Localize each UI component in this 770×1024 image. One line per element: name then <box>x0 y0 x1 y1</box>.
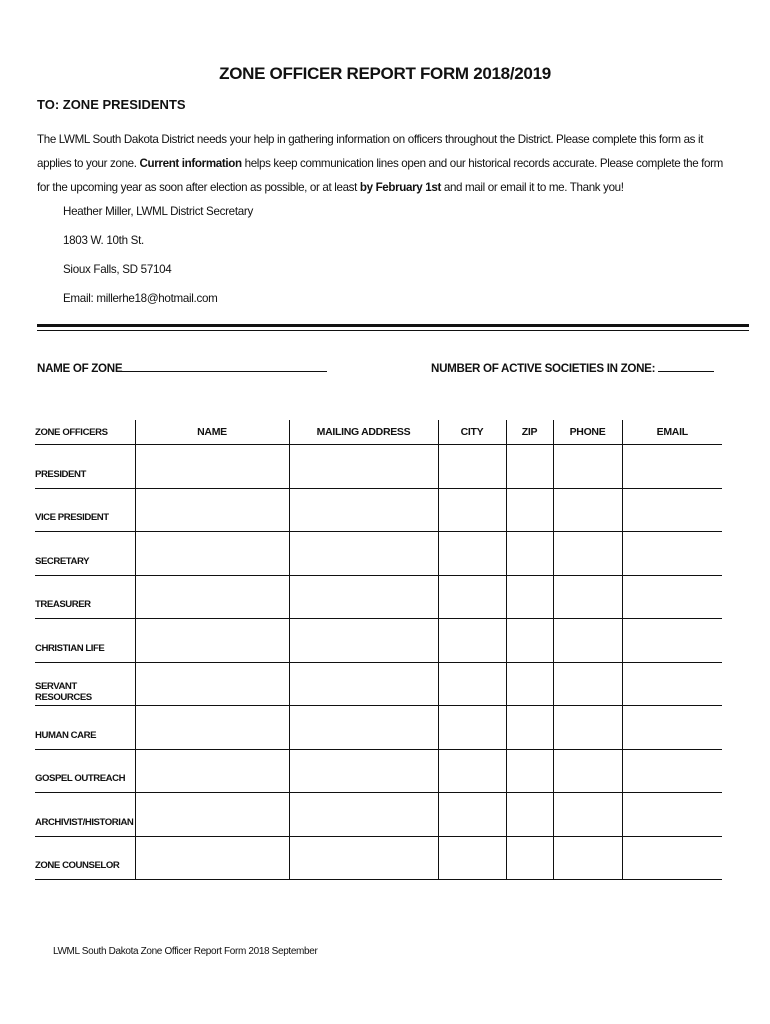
table-row <box>35 532 722 576</box>
secretary-name: Heather Miller, LWML District Secretary <box>63 205 253 218</box>
email-cell[interactable] <box>622 575 722 619</box>
table-row <box>35 445 722 489</box>
city-cell[interactable] <box>438 488 506 532</box>
header-name: NAME <box>135 420 289 445</box>
divider-thick <box>37 324 749 327</box>
mailing-address-cell[interactable] <box>289 445 438 489</box>
mailing-address-cell[interactable] <box>289 532 438 576</box>
intro-text-1: The LWML South Dakota District needs your help in gathering information on officers throughout the District. Please complete this form as it applies to your zone. <box>37 133 704 170</box>
officer-role-label: ARCHIVIST/HISTORIAN <box>35 793 135 837</box>
zip-cell[interactable] <box>506 575 553 619</box>
zone-name-label: NAME OF ZONE <box>37 362 123 375</box>
phone-cell[interactable] <box>553 706 622 750</box>
email-cell[interactable] <box>622 836 722 880</box>
mailing-address-cell[interactable] <box>289 793 438 837</box>
header-zone-officers: ZONE OFFICERS <box>35 420 135 445</box>
mailing-address-cell[interactable] <box>289 706 438 750</box>
name-cell[interactable] <box>135 445 289 489</box>
header-mailing-address: MAILING ADDRESS <box>289 420 438 445</box>
city-cell[interactable] <box>438 749 506 793</box>
form-title: ZONE OFFICER REPORT FORM 2018/2019 <box>219 64 551 83</box>
name-cell[interactable] <box>135 706 289 750</box>
email-cell[interactable] <box>622 445 722 489</box>
zip-cell[interactable] <box>506 488 553 532</box>
officer-role-label: VICE PRESIDENT <box>35 488 135 532</box>
name-cell[interactable] <box>135 575 289 619</box>
table-row <box>35 749 722 793</box>
divider-thin <box>37 330 749 331</box>
city-cell[interactable] <box>438 445 506 489</box>
city-cell[interactable] <box>438 662 506 706</box>
phone-cell[interactable] <box>553 445 622 489</box>
secretary-city: Sioux Falls, SD 57104 <box>63 263 172 276</box>
zip-cell[interactable] <box>506 532 553 576</box>
zone-name-blank[interactable] <box>122 361 327 372</box>
name-cell[interactable] <box>135 793 289 837</box>
city-cell[interactable] <box>438 793 506 837</box>
phone-cell[interactable] <box>553 619 622 663</box>
phone-cell[interactable] <box>553 662 622 706</box>
table-row <box>35 836 722 880</box>
officer-role-label: HUMAN CARE <box>35 706 135 750</box>
city-cell[interactable] <box>438 836 506 880</box>
zip-cell[interactable] <box>506 749 553 793</box>
name-cell[interactable] <box>135 749 289 793</box>
mailing-address-cell[interactable] <box>289 575 438 619</box>
email-cell[interactable] <box>622 488 722 532</box>
zip-cell[interactable] <box>506 445 553 489</box>
mailing-address-cell[interactable] <box>289 662 438 706</box>
officer-role-label: CHRISTIAN LIFE <box>35 619 135 663</box>
table-row <box>35 662 722 706</box>
table-row <box>35 793 722 837</box>
mailing-address-cell[interactable] <box>289 749 438 793</box>
phone-cell[interactable] <box>553 749 622 793</box>
intro-bold-1: Current information <box>139 157 242 170</box>
to-line: TO: ZONE PRESIDENTS <box>37 97 186 112</box>
table-header-row <box>35 420 722 445</box>
table-row <box>35 575 722 619</box>
name-cell[interactable] <box>135 619 289 663</box>
officer-role-label: PRESIDENT <box>35 445 135 489</box>
officers-table <box>35 420 722 880</box>
active-societies-field[interactable] <box>431 361 714 375</box>
phone-cell[interactable] <box>553 836 622 880</box>
zip-cell[interactable] <box>506 836 553 880</box>
officer-role-label: SECRETARY <box>35 532 135 576</box>
name-cell[interactable] <box>135 488 289 532</box>
city-cell[interactable] <box>438 619 506 663</box>
phone-cell[interactable] <box>553 532 622 576</box>
header-zip: ZIP <box>506 420 553 445</box>
table-row <box>35 619 722 663</box>
zone-name-field[interactable] <box>37 361 327 375</box>
intro-text-3: and mail or email it to me. Thank you! <box>440 181 624 194</box>
mailing-address-cell[interactable] <box>289 619 438 663</box>
active-societies-blank[interactable] <box>658 361 714 372</box>
zip-cell[interactable] <box>506 706 553 750</box>
email-cell[interactable] <box>622 619 722 663</box>
zip-cell[interactable] <box>506 793 553 837</box>
officer-role-label: TREASURER <box>35 575 135 619</box>
email-cell[interactable] <box>622 749 722 793</box>
city-cell[interactable] <box>438 532 506 576</box>
active-societies-label: NUMBER OF ACTIVE SOCIETIES IN ZONE: <box>431 362 656 375</box>
name-cell[interactable] <box>135 662 289 706</box>
email-cell[interactable] <box>622 706 722 750</box>
secretary-address <box>63 200 253 316</box>
email-cell[interactable] <box>622 532 722 576</box>
city-cell[interactable] <box>438 706 506 750</box>
phone-cell[interactable] <box>553 793 622 837</box>
header-phone: PHONE <box>553 420 622 445</box>
city-cell[interactable] <box>438 575 506 619</box>
officer-role-label: ZONE COUNSELOR <box>35 836 135 880</box>
zip-cell[interactable] <box>506 662 553 706</box>
name-cell[interactable] <box>135 836 289 880</box>
header-city: CITY <box>438 420 506 445</box>
phone-cell[interactable] <box>553 488 622 532</box>
mailing-address-cell[interactable] <box>289 488 438 532</box>
email-cell[interactable] <box>622 793 722 837</box>
footer-note: LWML South Dakota Zone Officer Report Form 2018 September <box>53 946 318 957</box>
table-row <box>35 488 722 532</box>
mailing-address-cell[interactable] <box>289 836 438 880</box>
zip-cell[interactable] <box>506 619 553 663</box>
officer-role-label: GOSPEL OUTREACH <box>35 749 135 793</box>
table-row <box>35 706 722 750</box>
name-cell[interactable] <box>135 532 289 576</box>
intro-paragraph <box>37 128 727 200</box>
officer-role-label: SERVANT RESOURCES <box>35 662 135 706</box>
header-email: EMAIL <box>622 420 722 445</box>
email-cell[interactable] <box>622 662 722 706</box>
secretary-email: Email: millerhe18@hotmail.com <box>63 292 218 305</box>
secretary-street: 1803 W. 10th St. <box>63 234 144 247</box>
intro-text-2: helps keep communication lines open and our historical records accurate. Please complete the form for the upcoming year as soon after election as possible, or at least <box>37 157 723 194</box>
intro-bold-2: by February 1st <box>359 181 441 194</box>
phone-cell[interactable] <box>553 575 622 619</box>
